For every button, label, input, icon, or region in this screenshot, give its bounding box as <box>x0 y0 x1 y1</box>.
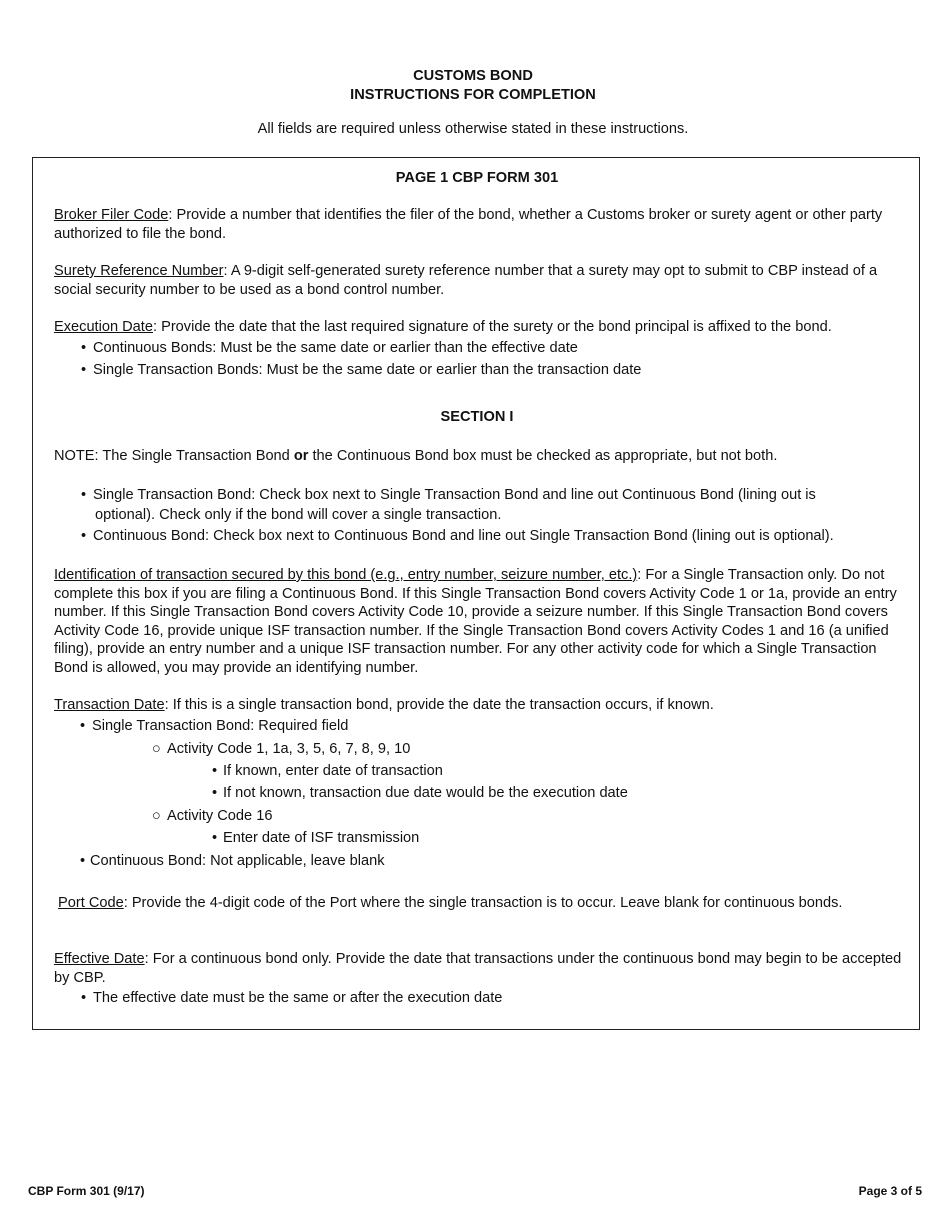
note-paragraph <box>54 447 777 465</box>
bullet-icon: • <box>81 528 87 544</box>
execution-date-label: Execution Date <box>54 319 153 335</box>
document-subtitle-heading: INSTRUCTIONS FOR COMPLETION <box>350 87 596 103</box>
page-heading: PAGE 1 CBP FORM 301 <box>395 170 559 186</box>
port-code-text: : Provide the 4-digit code of the Port where the single transaction is to occur. Leave blank for continuous bonds. <box>123 895 843 911</box>
effective-date-label: Effective Date <box>54 951 145 967</box>
note-text-end: the Continuous Bond box must be checked as appropriate, but not both. <box>308 448 778 464</box>
activity-codes-unknown: If not known, transaction due date would be the execution date <box>223 785 628 801</box>
port-code-paragraph <box>58 894 842 912</box>
activity-code-16: Activity Code 16 <box>167 808 273 824</box>
instructions-box <box>32 157 920 1030</box>
circle-bullet-icon: ○ <box>152 741 161 757</box>
transaction-bullet-single: Single Transaction Bond: Required field <box>92 718 349 734</box>
activity-code-16-isf: Enter date of ISF transmission <box>223 830 420 846</box>
port-code-label: Port Code <box>58 895 124 911</box>
bullet-icon: • <box>212 763 218 779</box>
transaction-date-text: : If this is a single transaction bond, provide the date the transaction occurs, if known. <box>164 697 714 713</box>
page-number: Page 3 of 5 <box>858 1184 922 1198</box>
effective-date-paragraph <box>54 950 910 987</box>
note-text-start: NOTE: The Single Transaction Bond <box>54 448 294 464</box>
transaction-bullet-continuous: Continuous Bond: Not applicable, leave blank <box>90 853 385 869</box>
bullet-icon: • <box>212 785 218 801</box>
instructions-note: All fields are required unless otherwise stated in these instructions. <box>257 121 689 137</box>
transaction-date-paragraph <box>54 696 910 715</box>
effective-date-bullet: The effective date must be the same or after the execution date <box>93 990 503 1006</box>
execution-bullet-continuous: Continuous Bonds: Must be the same date or earlier than the effective date <box>93 340 578 356</box>
bullet-icon: • <box>81 990 87 1006</box>
note-bullet-single-line1: Single Transaction Bond: Check box next to Single Transaction Bond and line out Continuous Bond (lining out is <box>93 487 816 503</box>
broker-filer-code-paragraph <box>54 206 910 243</box>
identification-paragraph <box>54 566 910 677</box>
activity-codes-list: Activity Code 1, 1a, 3, 5, 6, 7, 8, 9, 10 <box>167 741 411 757</box>
identification-label: Identification of transaction secured by this bond (e.g., entry number, seizure number, etc.) <box>54 567 638 583</box>
circle-bullet-icon: ○ <box>152 808 161 824</box>
surety-reference-paragraph <box>54 262 910 299</box>
bullet-icon: • <box>212 830 218 846</box>
bullet-icon: • <box>81 362 87 378</box>
form-identifier: CBP Form 301 (9/17) <box>28 1184 145 1198</box>
document-title: CUSTOMS BOND <box>413 68 533 84</box>
note-bullet-single-line2: optional). Check only if the bond will cover a single transaction. <box>95 507 502 523</box>
section-heading: SECTION I <box>440 409 514 425</box>
execution-date-paragraph <box>54 318 910 337</box>
broker-filer-code-label: Broker Filer Code <box>54 207 169 223</box>
broker-filer-code-text: : Provide a number that identifies the filer of the bond, whether a Customs broker or surety agent or other party authorized to file the bond. <box>54 207 883 242</box>
note-emphasis: or <box>293 448 309 464</box>
identification-text: : For a Single Transaction only. Do not complete this box if you are filing a Continuous Bond. If this Single Transaction Bond covers Activity Code 1 or 1a, provide an entry number. If this Single Transaction Bond covers Activity Code 10, provide a seizure number. If this Single Transaction Bond covers Activity Code 16, provide unique ISF transaction number. If the Single Transaction Bond covers Activity Codes 1 and 16 (a unified filing), provide an entry number and a unique ISF transaction number. For any other activity code for which a Single Transaction Bond is allowed, you may provide an identifying number. <box>54 567 897 676</box>
execution-bullet-single: Single Transaction Bonds: Must be the same date or earlier than the transaction date <box>93 362 642 378</box>
surety-reference-label: Surety Reference Number <box>54 263 224 279</box>
transaction-date-label: Transaction Date <box>54 697 165 713</box>
execution-date-text: : Provide the date that the last required signature of the surety or the bond principal is affixed to the bond. <box>152 319 832 335</box>
note-bullet-continuous: Continuous Bond: Check box next to Continuous Bond and line out Single Transaction Bond (lining out is optional). <box>93 528 834 544</box>
surety-reference-text: : A 9-digit self-generated surety reference number that a surety may opt to submit to CBP instead of a social security number to be used as a bond control number. <box>54 263 878 298</box>
bullet-icon: • <box>80 718 86 734</box>
effective-date-text: : For a continuous bond only. Provide the date that transactions under the continuous bond may begin to be accepted by CBP. <box>54 951 902 986</box>
activity-codes-known: If known, enter date of transaction <box>223 763 443 779</box>
bullet-icon: • <box>81 487 87 503</box>
bullet-icon: • <box>80 853 86 869</box>
bullet-icon: • <box>81 340 87 356</box>
